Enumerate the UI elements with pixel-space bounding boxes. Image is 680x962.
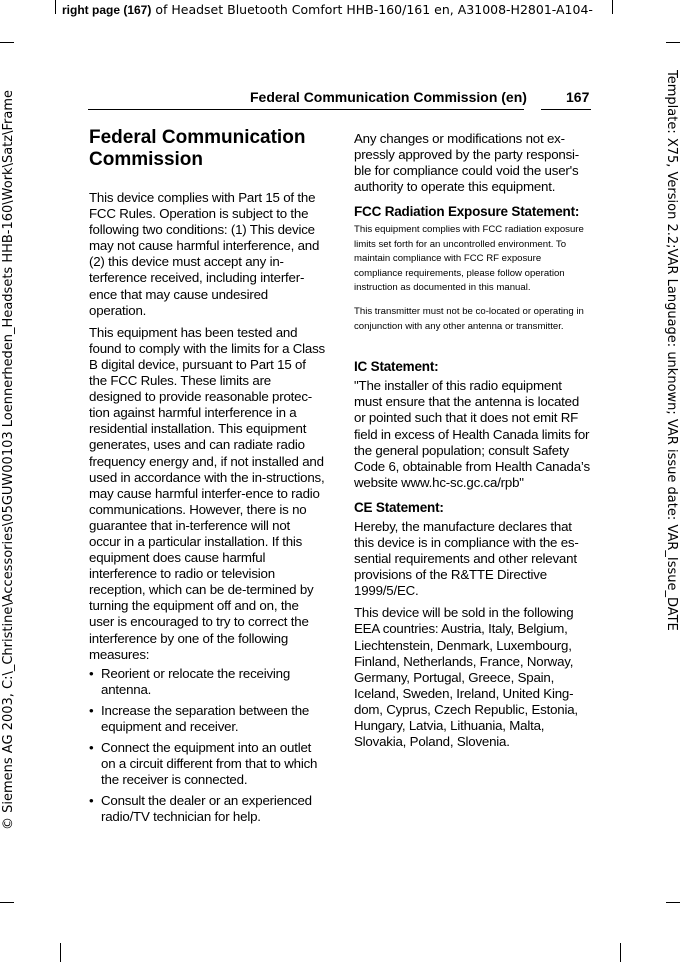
eea-countries-paragraph: This device will be sold in the following EEA countries: Austria, Italy, Belgium, Liechtenstein, Denmark, Luxembourg, Finland, Netherlands, France, Norway, Germany, Portugal, Greece, Spain, Iceland, Sweden, Ireland, United King-dom, Cyprus, Czech Republic, Estonia, Hungary, Latvia, Lithuania, Malta, Slovakia, Poland, Slovenia. xyxy=(354,605,578,750)
right-margin-note xyxy=(660,70,680,830)
crop-mark-left-top xyxy=(0,42,14,43)
running-head-title: Federal Communication Commission (en) xyxy=(250,89,527,105)
modifications-paragraph: Any changes or modifications not ex-pressly approved by the party responsi-ble for compliance could void the user's authority to operate this equipment. xyxy=(354,131,580,195)
fcc-compliance-paragraph: This device complies with Part 15 of the FCC Rules. Operation is subject to the following two conditions: (1) This device may not cause harmful interference, and (2) this device must accept any in-terference received, including interfer-ence that may cause undesired operation. xyxy=(89,190,320,318)
fcc-radiation-heading: FCC Radiation Exposure Statement: xyxy=(354,204,580,220)
co-location-paragraph: This transmitter must not be co-located or operating in conjunction with any other antenna or transmitter. xyxy=(354,306,584,332)
header-rule xyxy=(88,109,524,110)
crop-mark-bottom-right xyxy=(620,943,621,962)
ic-paragraph: "The installer of this radio equipment must ensure that the antenna is located or pointed such that it does not emit RF field in excess of Health Canada limits for the general population; consult Safety Code 6, obtainable from Health Canada’s website www.hc-sc.gc.ca/rpb" xyxy=(354,378,590,490)
left-margin-note xyxy=(0,70,20,830)
page-label: right page (167) xyxy=(62,3,152,17)
left-column xyxy=(89,127,325,831)
ic-heading: IC Statement: xyxy=(354,359,439,375)
section-title: Federal Communication Commission xyxy=(89,127,306,170)
page-number: 167 xyxy=(566,89,590,105)
crop-mark-bottom-left xyxy=(60,943,61,962)
crop-mark-left-bottom xyxy=(0,902,14,903)
ce-heading: CE Statement: xyxy=(354,499,444,515)
list-item: • Connect the equipment into an outlet on a circuit different from that to which the receiver is connected. xyxy=(89,740,325,788)
file-info: of Headset Bluetooth Comfort HHB-160/161 en, A31008-H2801-A104- xyxy=(151,2,593,17)
crop-mark-top-right xyxy=(612,0,613,14)
crop-mark-right-bottom xyxy=(666,902,680,903)
class-b-paragraph: This equipment has been tested and found to comply with the limits for a Class B digital device, pursuant to Part 15 of the FCC Rules. These limits are designed to provide reasonable protec-tion against harmful interference in a residential installation. This equipment generates, uses and can radiate radio frequency energy and, if not installed and used in accordance with the in-structions, may cause harmful interfer-ence to radio communications. However, there is no guarantee that in-terference will not occur in a particular installation. If this equipment does cause harmful interference to radio or television reception, which can be de-termined by turning the equipment off and on, the user is encouraged to try to correct the interference by one of the following measures: xyxy=(89,324,326,662)
list-item: • Consult the dealer or an experienced radio/TV technician for help. xyxy=(89,793,325,825)
measures-list xyxy=(89,666,325,826)
crop-mark-top-left xyxy=(55,0,56,14)
right-margin-text: Template: X75, Version 2.2;VAR Language: unknown; VAR issue date: VAR_Issue_DATE xyxy=(664,70,679,631)
list-item: • Reorient or relocate the receiving antenna. xyxy=(89,666,325,698)
ce-declaration-paragraph: Hereby, the manufacture declares that this device is in compliance with the es-sential requirements and other relevant provisions of the R&TTE Directive 1999/5/EC. xyxy=(354,518,579,599)
left-margin-text: © Siemens AG 2003, C:\_Christine\Accessories\05GUW00103 Loennerheden_Headsets HHB-160\Work\Satz\Frame xyxy=(1,90,16,830)
right-column xyxy=(354,131,592,756)
list-item: • Increase the separation between the equipment and receiver. xyxy=(89,703,325,735)
header-rule-page xyxy=(541,109,591,110)
fcc-radiation-paragraph: This equipment complies with FCC radiation exposure limits set forth for an uncontrolled environment. To maintain compliance with FCC RF exposure compliance requirements, please follow operation instruction as documented in this manual. xyxy=(354,224,584,293)
file-info-line xyxy=(62,2,680,17)
crop-mark-right-top xyxy=(666,42,680,43)
